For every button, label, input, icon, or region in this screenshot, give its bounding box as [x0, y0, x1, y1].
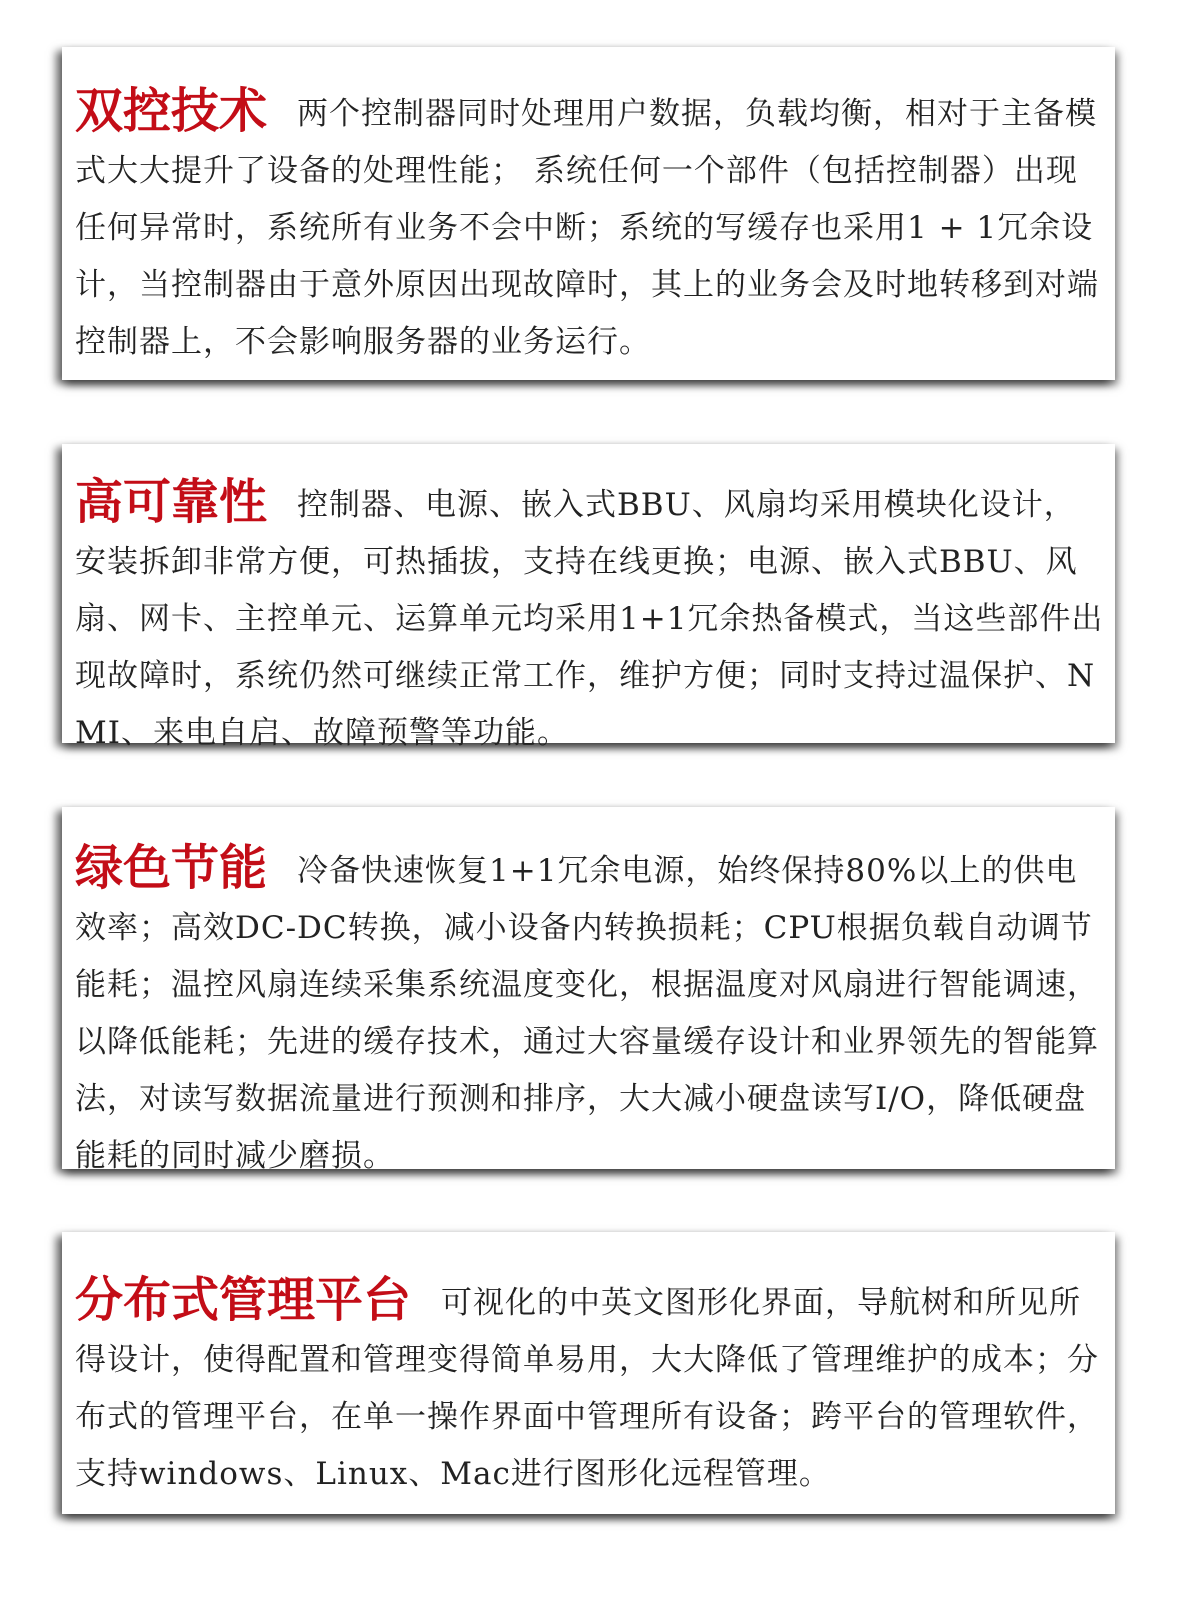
feature-paragraph — [75, 83, 1107, 371]
feature-title: 高可靠性 — [75, 474, 268, 530]
feature-description: 控制器、电源、嵌入式BBU、风扇均采用模块化设计，安装拆卸非常方便，可热插拔，支持在线更换；电源、嵌入式BBU、风扇、网卡、主控单元、运算单元均采用1+1冗余热备模式，当这些部件出现故障时，系统仍然可继续正常工作，维护方便；同时支持过温保护、NMI、来电自启、故障预警等功能。 — [75, 487, 1104, 751]
feature-title: 绿色节能 — [75, 840, 268, 896]
feature-paragraph — [75, 474, 1107, 762]
feature-card-high-reliability — [62, 444, 1115, 751]
feature-description: 冷备快速恢复1+1冗余电源，始终保持80%以上的供电效率；高效DC-DC转换，减小设备内转换损耗；CPU根据负载自动调节能耗；温控风扇连续采集系统温度变化，根据温度对风扇进行智能调速，以降低能耗；先进的缓存技术，通过大容量缓存设计和业界领先的智能算法，对读写数据流量进行预测和排序，大大减小硬盘读写I/O，降低硬盘能耗的同时减少磨损。 — [75, 853, 1099, 1174]
feature-card-dual-control — [62, 47, 1115, 380]
feature-card-distributed-management — [62, 1232, 1115, 1514]
feature-card-green-energy — [62, 807, 1115, 1174]
feature-paragraph — [75, 1272, 1107, 1503]
feature-title: 分布式管理平台 — [75, 1272, 412, 1328]
feature-title: 双控技术 — [75, 83, 268, 139]
feature-description: 可视化的中英文图形化界面，导航树和所见所得设计，使得配置和管理变得简单易用，大大降低了管理维护的成本；分布式的管理平台，在单一操作界面中管理所有设备；跨平台的管理软件，支持windows、Linux、Mac进行图形化远程管理。 — [75, 1285, 1099, 1492]
feature-description: 两个控制器同时处理用户数据，负载均衡，相对于主备模式大大提升了设备的处理性能； 系统任何一个部件（包括控制器）出现任何异常时，系统所有业务不会中断；系统的写缓存也采用1 + 1冗余设计，当控制器由于意外原因出现故障时，其上的业务会及时地转移到对端控制器上，不会影响服务器的业务运行。 — [75, 96, 1099, 360]
feature-paragraph — [75, 840, 1107, 1185]
